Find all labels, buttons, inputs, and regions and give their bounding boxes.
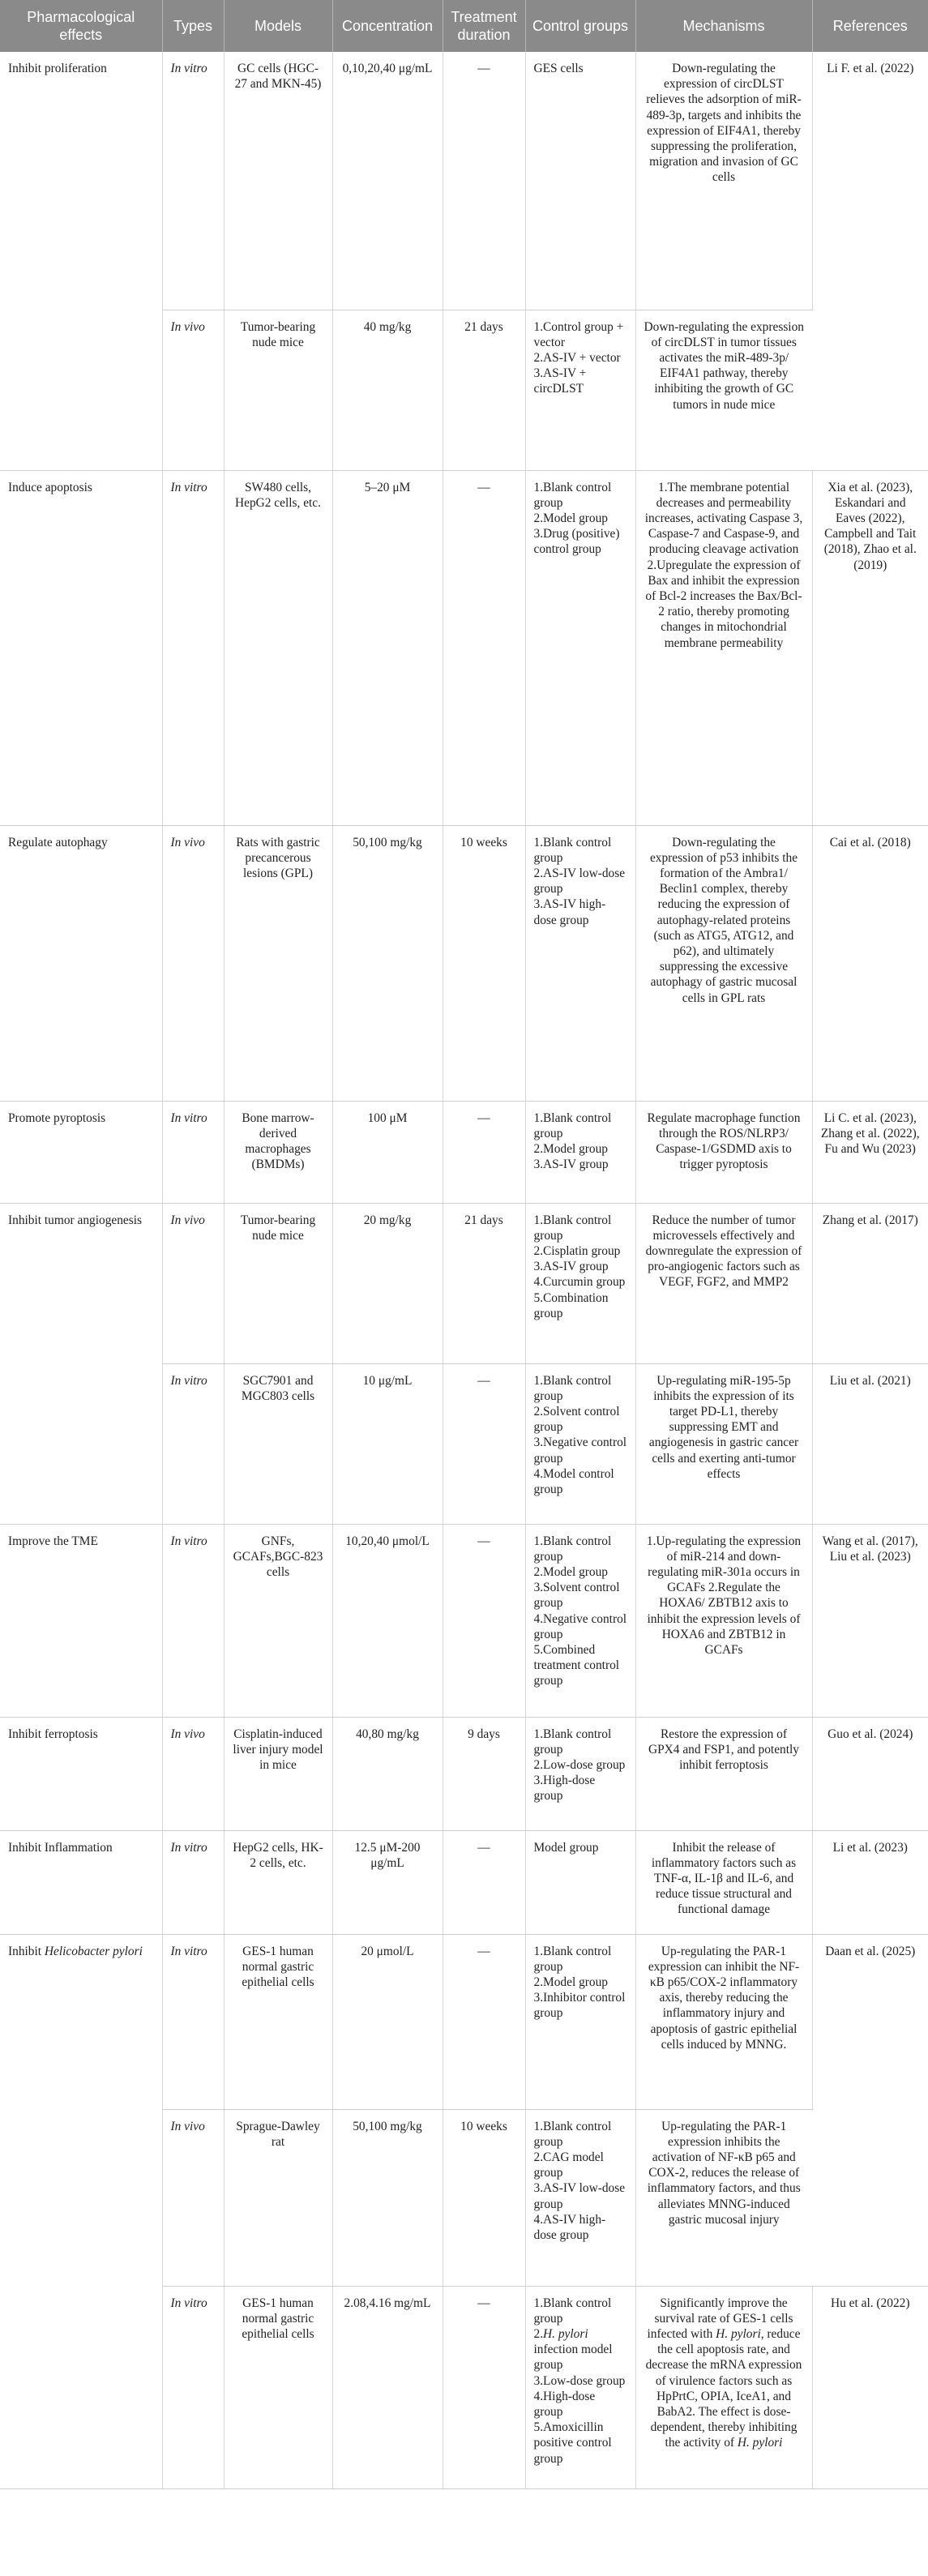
control-item: 1.Blank control group [533,1944,612,1974]
control-item: 3.Drug (positive) control group [533,527,620,557]
header-duration: Treatment duration [443,0,525,52]
duration-cell: — [443,2286,525,2488]
type-cell: In vitro [162,1363,224,1524]
control-item: 2.Model group [533,511,608,525]
controls-cell [525,470,635,825]
control-item: 1.Control group + vector [533,319,624,349]
effect-cell: Promote pyroptosis [0,1101,162,1203]
control-item: 4.High-dose group [533,2389,596,2419]
control-item: 1.Blank control group [533,835,612,865]
effect-italic: Helicobacter pylori [44,1944,143,1958]
concentration-cell: 100 μM [332,1101,443,1203]
reference-cell: Liu et al. (2021) [812,1363,928,1524]
duration-cell: — [443,52,525,310]
type-cell: In vivo [162,1717,224,1830]
control-item: 4.Curcumin group [533,1275,626,1290]
effect-cell: Regulate autophagy [0,825,162,1101]
table-row [0,1101,928,1203]
control-item-suffix: infection model group [533,2343,613,2373]
mechanism-cell: Up-regulating miR-195-5p inhibits the expression of its target PD-L1, thereby suppressing EMT and angiogenesis in gastric cancer cells and exerting anti-tumor effects [635,1363,812,1524]
mechanism-cell: Up-regulating the PAR-1 expression can inhibit the NF-κB p65/COX-2 inflammatory axis, thereby reducing the inflammatory injury and apoptosis of gastric epithelial cells induced by MNNG. [635,1934,812,2109]
model-cell: SW480 cells, HepG2 cells, etc. [224,470,332,825]
control-item: Model group [533,1840,599,1855]
duration-cell: 9 days [443,1717,525,1830]
table-row [0,1830,928,1934]
reference-cell: Xia et al. (2023), Eskandari and Eaves (2022), Campbell and Tait (2018), Zhao et al. (2019) [812,470,928,825]
type-cell: In vitro [162,470,224,825]
mechanism-part: , reduce the cell apoptosis rate, and decrease the mRNA expression of virulence factors such as HpPrtC, OPIA, IceA1, and BabA2. The effect is dose-dependent, thereby inhibiting the activity of [645,2326,802,2450]
control-item: 3.AS-IV + circDLST [533,366,587,396]
controls-cell [525,310,635,470]
control-item: 3.AS-IV group [533,1260,609,1274]
effect-cell: Inhibit ferroptosis [0,1717,162,1830]
reference-cell: Li C. et al. (2023), Zhang et al. (2022), Fu and Wu (2023) [812,1101,928,1203]
control-item: 2.Model group [533,1141,608,1156]
controls-cell [525,1717,635,1830]
concentration-cell: 12.5 μM-200 μg/mL [332,1830,443,1934]
duration-cell: 10 weeks [443,2109,525,2286]
control-item: 1.Blank control group [533,2296,612,2326]
model-cell: SGC7901 and MGC803 cells [224,1363,332,1524]
table-row [0,52,928,310]
mechanism-cell [635,2286,812,2488]
control-item: 2.Solvent control group [533,1404,620,1435]
controls-cell [525,2286,635,2488]
control-item: 1.Blank control group [533,1110,612,1140]
type-cell: In vivo [162,825,224,1101]
mechanism-cell: Restore the expression of GPX4 and FSP1, and potently inhibit ferroptosis [635,1717,812,1830]
control-item: 1.Blank control group [533,1373,612,1403]
header-mechanisms: Mechanisms [635,0,812,52]
control-item: 2.Model group [533,1564,608,1579]
control-item: 4.Model control group [533,1466,614,1496]
model-cell: GC cells (HGC-27 and MKN-45) [224,52,332,310]
controls-cell [525,2109,635,2286]
control-item-prefix: 2. [533,2326,544,2341]
controls-cell [525,1101,635,1203]
concentration-cell: 50,100 mg/kg [332,2109,443,2286]
controls-cell [525,1830,635,1934]
duration-cell: — [443,1934,525,2109]
mechanism-cell: Reduce the number of tumor microvessels effectively and downregulate the expression of pro-angiogenic factors such as VEGF, FGF2, and MMP2 [635,1203,812,1363]
mechanism-cell: 1.Up-regulating the expression of miR-214 and down-regulating miR-301a occurs in GCAFs 2.Regulate the HOXA6/ ZBTB12 axis to inhibit the expression levels of HOXA6 and ZBTB12 in GCAFs [635,1524,812,1717]
model-cell: Tumor-bearing nude mice [224,1203,332,1363]
concentration-cell: 50,100 mg/kg [332,825,443,1101]
reference-cell: Li et al. (2023) [812,1830,928,1934]
mechanism-part: Significantly improve the survival rate of GES-1 cells infected with [647,2296,793,2341]
control-item: 2.AS-IV + vector [533,350,621,365]
effect-cell: Inhibit proliferation [0,52,162,470]
concentration-cell: 40,80 mg/kg [332,1717,443,1830]
table-row [0,825,928,1101]
concentration-cell: 2.08,4.16 mg/mL [332,2286,443,2488]
effect-cell: Induce apoptosis [0,470,162,825]
control-item: 4.Negative control group [533,1611,627,1641]
reference-cell: Daan et al. (2025) [812,1934,928,2286]
control-item: 3.Low-dose group [533,2373,626,2388]
type-cell: In vivo [162,1203,224,1363]
control-item: 2.Cisplatin group [533,1243,621,1258]
duration-cell: — [443,1524,525,1717]
type-cell: In vitro [162,2286,224,2488]
table-row [0,1203,928,1363]
table-row [0,1524,928,1717]
control-item: 5.Combination group [533,1290,609,1320]
control-item: 1.Blank control group [533,480,612,510]
duration-cell: — [443,1363,525,1524]
control-item: 1.Blank control group [533,1727,612,1757]
control-item: 3.Solvent control group [533,1581,620,1611]
header-concentration: Concentration [332,0,443,52]
model-cell: Bone marrow-derived macrophages (BMDMs) [224,1101,332,1203]
control-item: 5.Amoxicillin positive control group [533,2420,612,2466]
header-types: Types [162,0,224,52]
duration-cell: 21 days [443,310,525,470]
concentration-cell: 10,20,40 μmol/L [332,1524,443,1717]
reference-cell: Li F. et al. (2022) [812,52,928,470]
mechanism-italic: H. pylori [737,2436,783,2450]
concentration-cell: 10 μg/mL [332,1363,443,1524]
concentration-cell: 0,10,20,40 μg/mL [332,52,443,310]
mechanism-cell: 1.The membrane potential decreases and permeability increases, activating Caspase 3, Caspase-7 and Caspase-9, and producing cleavage activation 2.Upregulate the expression of Bax and inhibit the expression of Bcl-2 increases the Bax/Bcl-2 ratio, thereby promoting changes in mitochondrial membrane permeability [635,470,812,825]
mechanism-cell: Regulate macrophage function through the ROS/NLRP3/ Caspase-1/GSDMD axis to trigger pyroptosis [635,1101,812,1203]
controls-cell [525,825,635,1101]
control-item: 5.Combined treatment control group [533,1642,620,1688]
control-item: 1.Blank control group [533,1213,612,1243]
header-models: Models [224,0,332,52]
reference-cell: Cai et al. (2018) [812,825,928,1101]
duration-cell: — [443,1101,525,1203]
model-cell: GES-1 human normal gastric epithelial cells [224,1934,332,2109]
header-control-groups: Control groups [525,0,635,52]
duration-cell: 21 days [443,1203,525,1363]
header-references: References [812,0,928,52]
controls-cell [525,1363,635,1524]
type-cell: In vitro [162,1830,224,1934]
duration-cell: — [443,1830,525,1934]
control-item: 1.Blank control group [533,2119,612,2149]
control-item: 2.AS-IV low-dose group [533,866,626,896]
header-row [0,0,928,52]
model-cell: HepG2 cells, HK-2 cells, etc. [224,1830,332,1934]
type-cell: In vitro [162,1524,224,1717]
concentration-cell: 20 mg/kg [332,1203,443,1363]
control-item [534,2326,627,2373]
model-cell: Sprague-Dawley rat [224,2109,332,2286]
mechanism-cell: Down-regulating the expression of p53 inhibits the formation of the Ambra1/ Beclin1 complex, thereby reducing the expression of autophagy-related proteins (such as ATG5, ATG12, and p62), and ultimately suppressing the excessive autophagy of gastric mucosal cells in GPL rats [635,825,812,1101]
mechanism-cell: Inhibit the release of inflammatory factors such as TNF-α, IL-1β and IL-6, and reduce tissue structural and functional damage [635,1830,812,1934]
model-cell: GNFs, GCAFs,BGC-823 cells [224,1524,332,1717]
control-item: GES cells [533,62,584,75]
mechanism-cell: Down-regulating the expression of circDLST in tumor tissues activates the miR-489-3p/ EIF4A1 pathway, thereby inhibiting the growth of GC tumors in nude mice [635,310,812,470]
control-item-italic: H. pylori [543,2326,588,2341]
controls-cell [525,52,635,310]
type-cell: In vitro [162,1934,224,2109]
control-item: 2.CAG model group [533,2150,604,2180]
reference-cell: Wang et al. (2017), Liu et al. (2023) [812,1524,928,1717]
model-cell: Tumor-bearing nude mice [224,310,332,470]
type-cell: In vivo [162,2109,224,2286]
model-cell: Cisplatin-induced liver injury model in mice [224,1717,332,1830]
control-item: 3.AS-IV high-dose group [533,897,606,927]
type-cell: In vivo [162,310,224,470]
concentration-cell: 40 mg/kg [332,310,443,470]
controls-cell [525,1524,635,1717]
concentration-cell: 5–20 μM [332,470,443,825]
control-item: 3.AS-IV low-dose group [533,2181,626,2211]
reference-cell: Zhang et al. (2017) [812,1203,928,1363]
table-row [0,1934,928,2109]
table-row [0,1717,928,1830]
controls-cell [525,1203,635,1363]
effect-cell: Inhibit tumor angiogenesis [0,1203,162,1524]
control-item: 3.High-dose group [533,1774,596,1804]
control-item: 3.AS-IV group [533,1157,609,1172]
duration-cell: — [443,470,525,825]
control-item: 1.Blank control group [533,1534,612,1564]
mechanism-italic: H. pylori [716,2326,761,2341]
effect-prefix: Inhibit [8,1944,45,1958]
control-item: 3.Inhibitor control group [533,1991,626,2021]
reference-cell: Hu et al. (2022) [812,2286,928,2488]
mechanism-cell: Up-regulating the PAR-1 expression inhibits the activation of NF-κB p65 and COX-2, reduces the release of inflammatory factors, and thus alleviates MNNG-induced gastric mucosal injury [635,2109,812,2286]
header-effects: Pharmacological effects [0,0,162,52]
reference-cell: Guo et al. (2024) [812,1717,928,1830]
table-row [0,470,928,825]
type-cell: In vitro [162,1101,224,1203]
controls-cell [525,1934,635,2109]
mechanism-cell: Down-regulating the expression of circDLST relieves the adsorption of miR-489-3p, targets and inhibits the expression of EIF4A1, thereby suppressing the proliferation, migration and invasion of GC cells [635,52,812,310]
effect-cell [0,1934,162,2488]
control-item: 2.Model group [533,1975,608,1989]
control-item: 2.Low-dose group [533,1757,626,1772]
type-cell: In vitro [162,52,224,310]
model-cell: Rats with gastric precancerous lesions (GPL) [224,825,332,1101]
effect-cell: Inhibit Inflammation [0,1830,162,1934]
control-item: 3.Negative control group [533,1436,627,1466]
effect-cell: Improve the TME [0,1524,162,1717]
duration-cell: 10 weeks [443,825,525,1101]
model-cell: GES-1 human normal gastric epithelial cells [224,2286,332,2488]
control-item: 4.AS-IV high-dose group [533,2212,606,2242]
concentration-cell: 20 μmol/L [332,1934,443,2109]
